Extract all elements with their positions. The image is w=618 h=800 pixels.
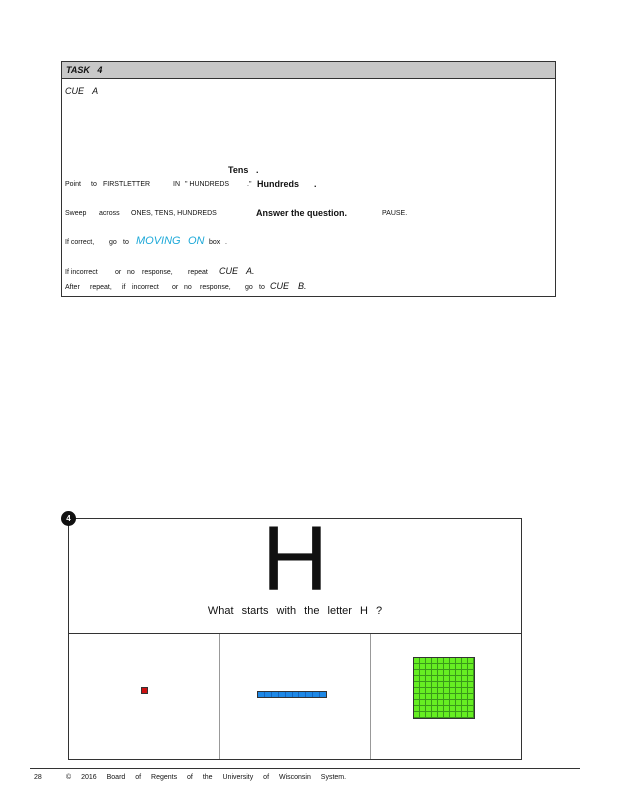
row3-go: go (109, 239, 117, 246)
row4-repeat: repeat (188, 269, 208, 276)
rod-unit (286, 692, 293, 697)
row1-hundreds-quote: " HUNDREDS (185, 181, 230, 188)
row3-moving: MOVING (136, 235, 181, 247)
tens-rod (257, 691, 327, 698)
row3-dot: . (225, 239, 227, 246)
row2-across: across (99, 210, 120, 217)
row5-after: After (65, 284, 80, 291)
tens-label: Tens (228, 165, 249, 175)
row5-b: B. (298, 281, 307, 291)
row1-in: IN (173, 181, 180, 188)
row4-if-incorrect: If incorrect (65, 269, 98, 276)
rod-unit (279, 692, 286, 697)
tens-dot: . (256, 165, 259, 175)
row4-response: response, (142, 269, 173, 276)
row1-to: to (91, 181, 97, 188)
row2-answer: Answer the question. (256, 208, 348, 218)
row5-response: response, (200, 284, 231, 291)
rod-unit (293, 692, 300, 697)
rod-unit (320, 692, 326, 697)
rod-unit (299, 692, 306, 697)
big-letter: H (261, 508, 329, 610)
row4-cue: CUE (219, 266, 239, 276)
rod-unit (258, 692, 265, 697)
row2-ones: ONES, TENS, HUNDREDS (131, 210, 217, 217)
row4-a: A. (246, 266, 255, 276)
row3-on: ON (188, 235, 205, 247)
rod-unit (265, 692, 272, 697)
row5-repeat: repeat, (90, 284, 112, 291)
flat-unit (468, 712, 474, 718)
row5-to: to (259, 284, 265, 291)
footer-rule (30, 768, 580, 769)
task-box (61, 61, 556, 297)
row1-colon: ." (247, 181, 252, 188)
rod-unit (313, 692, 320, 697)
row5-incorrect: incorrect (132, 284, 159, 291)
row3-if-correct: If correct, (65, 239, 95, 246)
task-title: TASK 4 (66, 65, 103, 75)
column-divider-2 (370, 634, 371, 759)
ones-unit-cube (141, 687, 148, 694)
page-number: 28 (34, 774, 42, 781)
row5-if: if (122, 284, 126, 291)
task-header (62, 62, 555, 79)
rod-unit (306, 692, 313, 697)
rod-unit (272, 692, 279, 697)
row5-no: no (184, 284, 192, 291)
letter-card (68, 508, 522, 760)
column-divider-1 (219, 634, 220, 759)
question-text: What starts with the letter H ? (207, 605, 383, 617)
row5-go: go (245, 284, 253, 291)
copyright-text: © 2016 Board of Regents of the University of Wisconsin System. (66, 774, 347, 781)
row5-cue: CUE (270, 281, 290, 291)
row2-pause: PAUSE. (382, 210, 408, 217)
row3-box: box (209, 239, 221, 246)
card-number-badge: 4 (61, 511, 76, 526)
row5-or: or (172, 284, 179, 291)
row4-or: or (115, 269, 122, 276)
card-divider (69, 633, 521, 634)
hundreds-flat (413, 657, 475, 719)
row4-no: no (127, 269, 135, 276)
cue-a-label: CUE A (65, 86, 99, 96)
row3-to: to (123, 239, 129, 246)
row1-firstletter: FIRSTLETTER (103, 181, 151, 188)
row1-hundreds-bold: Hundreds (257, 179, 300, 189)
row1-dot: . (314, 179, 317, 189)
row1-point: Point (65, 181, 81, 188)
row2-sweep: Sweep (65, 210, 87, 217)
